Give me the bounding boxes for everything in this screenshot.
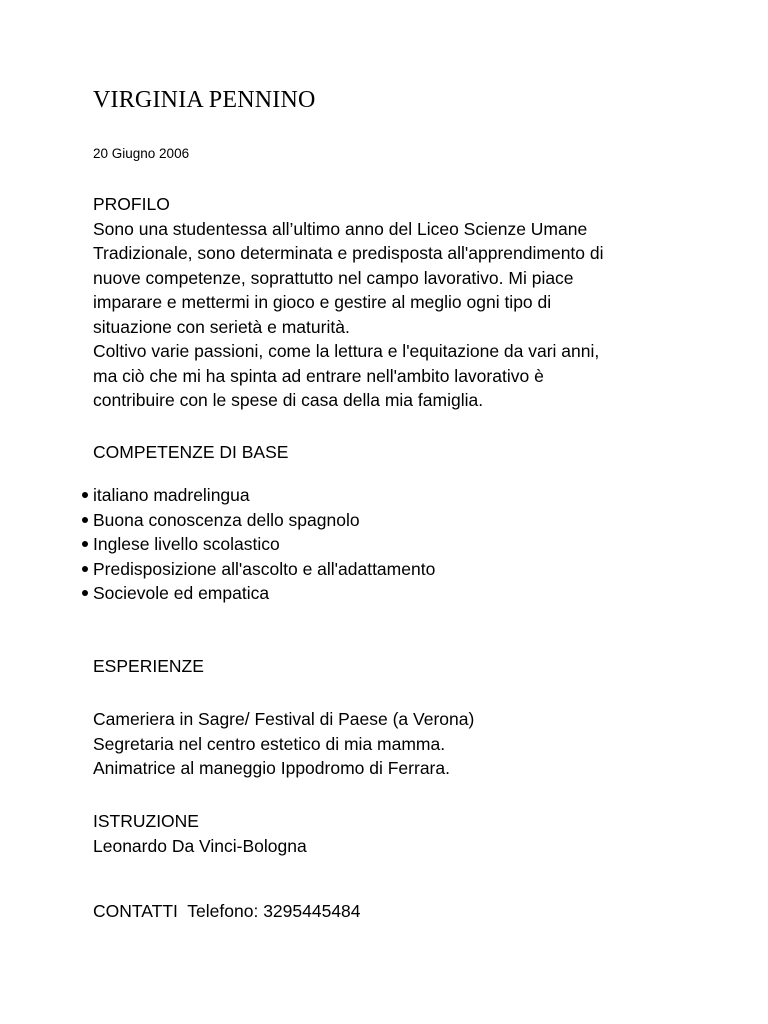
candidate-name: VIRGINIA PENNINO (93, 87, 316, 113)
education-school: Leonardo Da Vinci-Bologna (93, 835, 307, 856)
profile-section (93, 192, 604, 413)
birth-date: 20 Giugno 2006 (93, 146, 190, 161)
list-item (82, 483, 435, 508)
profile-line: situazione con serietà e maturità. (93, 316, 350, 337)
profile-line: imparare e mettermi in gioco e gestire al meglio ogni tipo di (93, 292, 552, 312)
list-item (82, 581, 435, 606)
contacts-text: CONTATTI Telefono: 3295445484 (93, 901, 361, 921)
list-item (82, 508, 435, 533)
skill-text: Inglese livello scolastico (93, 534, 280, 554)
bullet-icon (82, 541, 88, 547)
profile-line: contribuire con le spese di casa della mia famiglia. (93, 390, 484, 410)
experience-item: Animatrice al maneggio Ippodromo di Ferrara. (93, 758, 450, 778)
profile-line: Coltivo varie passioni, come la lettura e l'equitazione da vari anni, (93, 341, 600, 361)
bullet-icon (82, 492, 88, 498)
skill-text: italiano madrelingua (93, 485, 250, 505)
profile-line: nuove competenze, soprattutto nel campo lavorativo. Mi piace (93, 267, 574, 288)
skill-text: Socievole ed empatica (93, 583, 270, 603)
bullet-icon (82, 566, 88, 572)
skill-text: Predisposizione all'ascolto e all'adattamento (93, 558, 436, 579)
experience-item: Cameriera in Sagre/ Festival di Paese (a Verona) (93, 709, 475, 729)
skills-heading: COMPETENZE DI BASE (93, 442, 289, 462)
contacts-line (93, 899, 361, 924)
bullet-icon (82, 590, 88, 596)
experience-heading: ESPERIENZE (93, 656, 204, 676)
list-item (82, 532, 435, 557)
skills-list (82, 483, 435, 606)
profile-line: Tradizionale, sono determinata e predisposta all'apprendimento di (93, 243, 604, 263)
education-section (93, 809, 307, 858)
experience-section (93, 707, 474, 781)
education-heading: ISTRUZIONE (93, 811, 199, 831)
profile-line: Sono una studentessa all’ultimo anno del Liceo Scienze Umane (93, 218, 588, 239)
profile-line: ma ciò che mi ha spinta ad entrare nell'ambito lavorativo è (93, 365, 544, 386)
profile-heading: PROFILO (93, 194, 170, 214)
experience-item: Segretaria nel centro estetico di mia mamma. (93, 733, 446, 754)
list-item (82, 557, 435, 582)
skill-text: Buona conoscenza dello spagnolo (93, 509, 360, 530)
bullet-icon (82, 517, 88, 523)
